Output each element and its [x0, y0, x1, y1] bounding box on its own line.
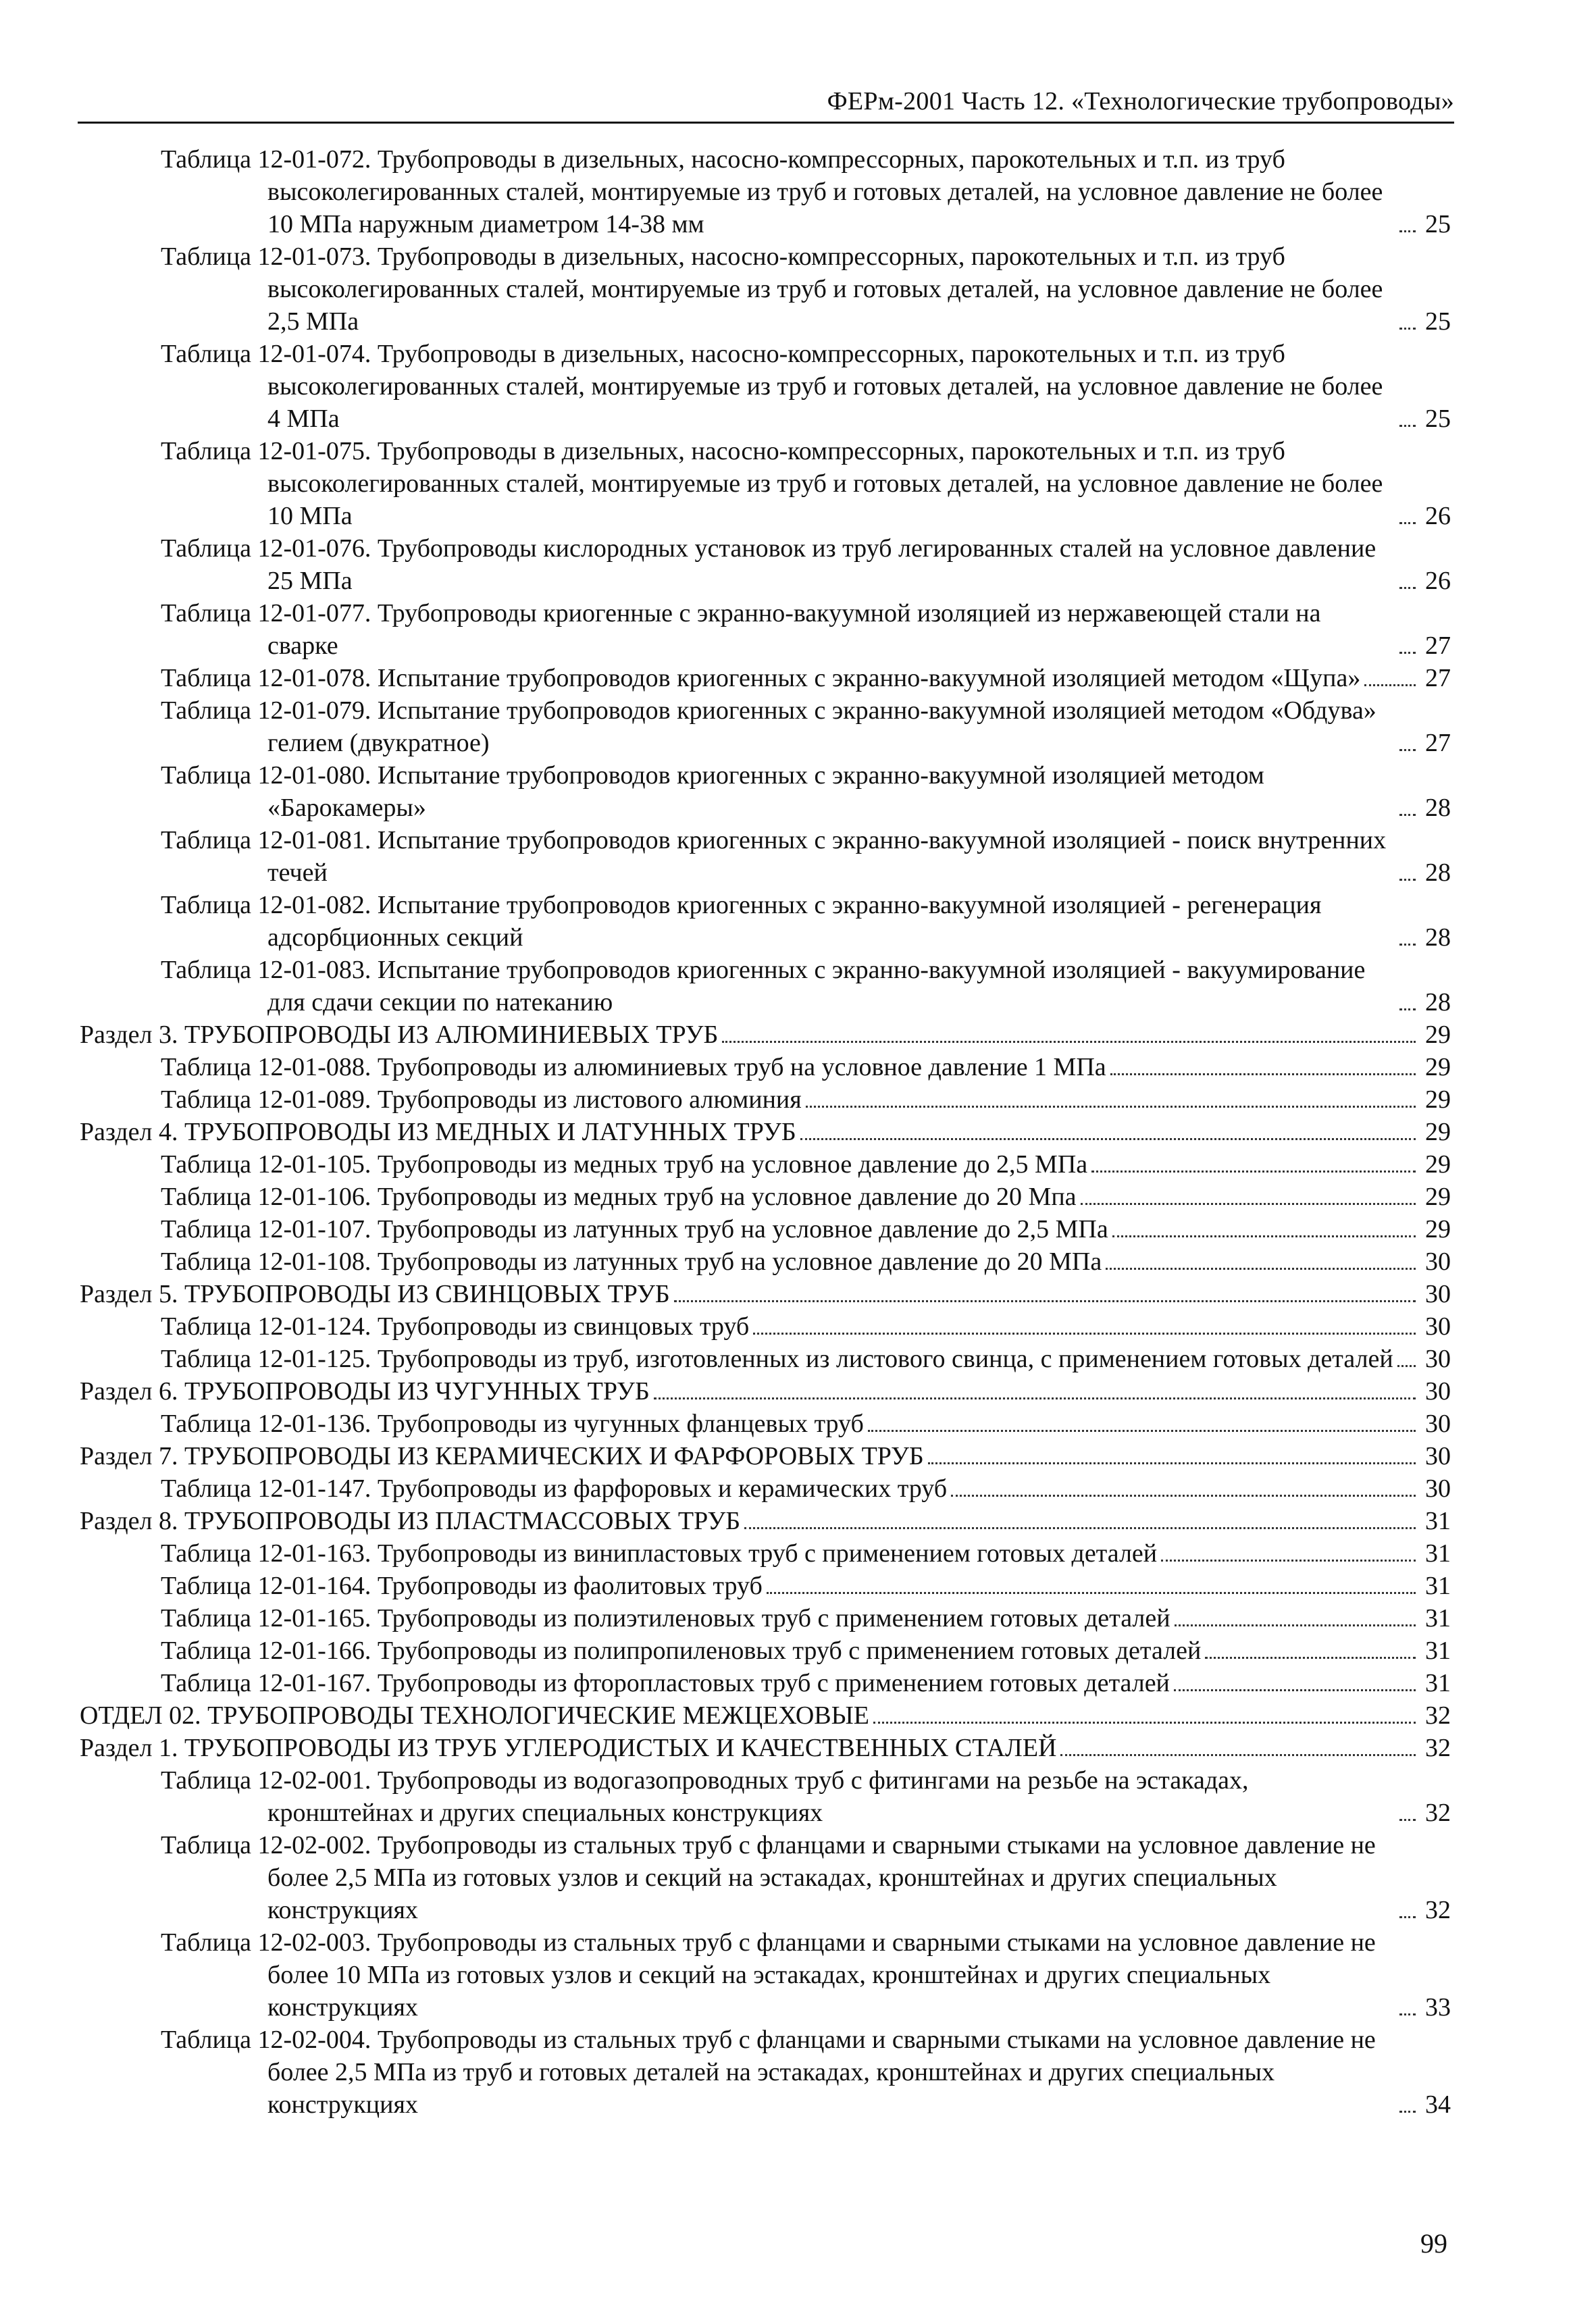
- dot-leader: [928, 1462, 1416, 1464]
- toc-table-entry: [80, 1408, 1451, 1440]
- toc-entry-page: 28: [1425, 923, 1451, 952]
- toc-entry-page: 29: [1425, 1085, 1451, 1114]
- toc-entry-title: Раздел 8. ТРУБОПРОВОДЫ ИЗ ПЛАСТМАССОВЫХ ТРУБ: [80, 1507, 741, 1535]
- toc-table-entry: [80, 694, 1451, 759]
- toc-table-entry: [80, 1083, 1451, 1116]
- dot-leader: [800, 1138, 1416, 1140]
- toc-entry-title: Таблица 12-01-081. Испытание трубопроводов криогенных с экранно-вакуумной изоляцией - поиск внутренних течей: [161, 826, 1387, 887]
- toc-entry-page: 28: [1425, 988, 1451, 1017]
- dot-leader: [1399, 814, 1416, 816]
- toc-section-entry: [80, 1440, 1451, 1472]
- toc-entry-title: Таблица 12-01-166. Трубопроводы из полипропиленовых труб с применением готовых деталей: [161, 1637, 1202, 1665]
- dot-leader: [1399, 328, 1416, 330]
- dot-leader: [1175, 1624, 1416, 1626]
- toc-entry-title: Таблица 12-01-164. Трубопроводы из фаолитовых труб: [161, 1572, 763, 1600]
- toc-table-entry: [80, 824, 1451, 889]
- toc-entry-page: 30: [1425, 1474, 1451, 1503]
- toc-table-entry: [80, 532, 1451, 597]
- dot-leader: [1110, 1073, 1416, 1075]
- dot-leader: [1399, 522, 1416, 524]
- dot-leader: [806, 1106, 1416, 1108]
- dot-leader: [1060, 1754, 1416, 1756]
- toc-entry-page: 31: [1425, 1669, 1451, 1697]
- toc-entry-page: 30: [1425, 1312, 1451, 1341]
- toc-entry-page: 31: [1425, 1637, 1451, 1665]
- dot-leader: [753, 1333, 1416, 1335]
- toc-entry-page: 26: [1425, 567, 1451, 595]
- dot-leader: [951, 1495, 1416, 1497]
- toc-table-entry: [80, 1570, 1451, 1602]
- toc-entry-title: Таблица 12-01-107. Трубопроводы из латунных труб на условное давление до 2,5 МПа: [161, 1215, 1108, 1243]
- dot-leader: [1091, 1171, 1416, 1173]
- toc-table-entry: [80, 662, 1451, 694]
- toc-entry-title: Раздел 3. ТРУБОПРОВОДЫ ИЗ АЛЮМИНИЕВЫХ ТРУБ: [80, 1021, 719, 1049]
- toc-entry-title: Таблица 12-02-001. Трубопроводы из водогазопроводных труб с фитингами на резьбе на эстакадах, кронштейнах и других специальных конструкциях: [161, 1766, 1249, 1827]
- toc-table-entry: [80, 1051, 1451, 1083]
- toc-entry-page: 29: [1425, 1053, 1451, 1081]
- toc-entry-page: 30: [1425, 1248, 1451, 1276]
- toc-entry-title: Таблица 12-01-075. Трубопроводы в дизельных, насосно-компрессорных, парокотельных и т.п. из труб высоколегированных сталей, монтируемые из труб и готовых деталей, на условное давление не более 10 МПа: [161, 437, 1383, 530]
- dot-leader: [1399, 1916, 1416, 1918]
- toc-entry-title: Раздел 4. ТРУБОПРОВОДЫ ИЗ МЕДНЫХ И ЛАТУННЫХ ТРУБ: [80, 1118, 796, 1146]
- toc-entry-page: 30: [1425, 1442, 1451, 1470]
- toc-entry-title: Раздел 5. ТРУБОПРОВОДЫ ИЗ СВИНЦОВЫХ ТРУБ: [80, 1280, 670, 1308]
- toc-table-entry: [80, 1537, 1451, 1570]
- toc-table-entry: [80, 1602, 1451, 1635]
- toc-entry-title: Таблица 12-01-125. Трубопроводы из труб, изготовленных из листового свинца, с применением готовых деталей: [161, 1345, 1393, 1373]
- toc-table-entry: [80, 435, 1451, 532]
- dot-leader: [1399, 1008, 1416, 1010]
- toc-table-entry: [80, 597, 1451, 662]
- toc-table-entry: [80, 338, 1451, 435]
- dot-leader: [1399, 652, 1416, 654]
- toc-table-entry: [80, 1764, 1451, 1829]
- toc-section-entry: [80, 1116, 1451, 1148]
- toc-entry-title: Таблица 12-01-077. Трубопроводы криогенные с экранно-вакуумной изоляцией из нержавеющей стали на сварке: [161, 599, 1321, 660]
- toc-table-entry: [80, 1926, 1451, 2024]
- toc-entry-page: 29: [1425, 1150, 1451, 1179]
- toc-entry-page: 26: [1425, 502, 1451, 530]
- toc-table-entry: [80, 240, 1451, 338]
- dot-leader: [1161, 1560, 1416, 1562]
- toc-table-entry: [80, 1472, 1451, 1505]
- toc-table-entry: [80, 1148, 1451, 1181]
- dot-leader: [1081, 1203, 1416, 1205]
- toc-entry-title: Таблица 12-01-072. Трубопроводы в дизельных, насосно-компрессорных, парокотельных и т.п. из труб высоколегированных сталей, монтируемые из труб и готовых деталей, на условное давление не более 10 МПа наружным диаметром 14-38 мм: [161, 145, 1383, 238]
- toc-entry-title: Таблица 12-02-003. Трубопроводы из стальных труб с фланцами и сварными стыками на условное давление не более 10 МПа из готовых узлов и секций на эстакадах, кронштейнах и других специальных конструкциях: [161, 1928, 1376, 2022]
- toc-entry-title: Таблица 12-01-073. Трубопроводы в дизельных, насосно-компрессорных, парокотельных и т.п. из труб высоколегированных сталей, монтируемые из труб и готовых деталей, на условное давление не более 2,5 МПа: [161, 242, 1383, 336]
- toc-entry-page: 31: [1425, 1604, 1451, 1632]
- toc-entry-page: 34: [1425, 2090, 1451, 2119]
- toc-entry-page: 25: [1425, 210, 1451, 238]
- toc-entry-page: 28: [1425, 858, 1451, 887]
- dot-leader: [1397, 1365, 1416, 1367]
- toc-entry-title: ОТДЕЛ 02. ТРУБОПРОВОДЫ ТЕХНОЛОГИЧЕСКИЕ МЕЖЦЕХОВЫЕ: [80, 1701, 870, 1730]
- toc-entry-page: 30: [1425, 1410, 1451, 1438]
- toc-table-entry: [80, 954, 1451, 1019]
- toc-entry-title: Таблица 12-01-078. Испытание трубопроводов криогенных с экранно-вакуумной изоляцией методом «Щупа»: [161, 664, 1361, 692]
- toc-entry-title: Таблица 12-01-147. Трубопроводы из фарфоровых и керамических труб: [161, 1474, 948, 1503]
- toc-entry-title: Таблица 12-01-106. Трубопроводы из медных труб на условное давление до 20 Мпа: [161, 1183, 1077, 1211]
- toc-table-entry: [80, 1829, 1451, 1926]
- toc-entry-page: 29: [1425, 1215, 1451, 1243]
- toc-section-entry: [80, 1375, 1451, 1408]
- toc-table-entry: [80, 1667, 1451, 1699]
- toc-entry-page: 33: [1425, 1993, 1451, 2022]
- toc-entry-page: 30: [1425, 1345, 1451, 1373]
- dot-leader: [722, 1041, 1416, 1043]
- toc-table-entry: [80, 1310, 1451, 1343]
- toc-table-entry: [80, 1635, 1451, 1667]
- dot-leader: [1205, 1657, 1416, 1659]
- toc-entry-title: Таблица 12-02-004. Трубопроводы из стальных труб с фланцами и сварными стыками на условное давление не более 2,5 МПа из труб и готовых деталей на эстакадах, кронштейнах и других специальных конструкциях: [161, 2026, 1376, 2119]
- toc-entry-page: 28: [1425, 794, 1451, 822]
- toc-entry-title: Таблица 12-01-163. Трубопроводы из винипластовых труб с применением готовых деталей: [161, 1539, 1158, 1568]
- dot-leader: [1399, 2111, 1416, 2113]
- toc-entry-page: 27: [1425, 632, 1451, 660]
- dot-leader: [767, 1592, 1416, 1594]
- table-of-contents: [80, 143, 1451, 2121]
- toc-entry-title: Раздел 1. ТРУБОПРОВОДЫ ИЗ ТРУБ УГЛЕРОДИСТЫХ И КАЧЕСТВЕННЫХ СТАЛЕЙ: [80, 1734, 1057, 1762]
- dot-leader: [744, 1527, 1416, 1529]
- toc-section-entry: [80, 1732, 1451, 1764]
- dot-leader: [1399, 2013, 1416, 2015]
- toc-entry-page: 32: [1425, 1896, 1451, 1924]
- toc-entry-title: Таблица 12-01-089. Трубопроводы из листового алюминия: [161, 1085, 802, 1114]
- toc-entry-page: 25: [1425, 307, 1451, 336]
- toc-entry-page: 32: [1425, 1734, 1451, 1762]
- toc-entry-title: Таблица 12-01-082. Испытание трубопроводов криогенных с экранно-вакуумной изоляцией - регенерация адсорбционных секций: [161, 891, 1322, 952]
- toc-entry-title: Таблица 12-01-105. Трубопроводы из медных труб на условное давление до 2,5 МПа: [161, 1150, 1088, 1179]
- toc-entry-title: Таблица 12-02-002. Трубопроводы из стальных труб с фланцами и сварными стыками на условное давление не более 2,5 МПа из готовых узлов и секций на эстакадах, кронштейнах и других специальных конструкциях: [161, 1831, 1376, 1924]
- toc-table-entry: [80, 889, 1451, 954]
- toc-entry-page: 27: [1425, 664, 1451, 692]
- dot-leader: [1399, 879, 1416, 881]
- toc-table-entry: [80, 143, 1451, 240]
- dot-leader: [654, 1397, 1416, 1399]
- dot-leader: [1106, 1268, 1416, 1270]
- dot-leader: [1399, 587, 1416, 589]
- toc-entry-title: Таблица 12-01-136. Трубопроводы из чугунных фланцевых труб: [161, 1410, 864, 1438]
- toc-section-entry: [80, 1019, 1451, 1051]
- toc-table-entry: [80, 1245, 1451, 1278]
- dot-leader: [868, 1430, 1416, 1432]
- toc-entry-page: 32: [1425, 1799, 1451, 1827]
- toc-entry-page: 31: [1425, 1539, 1451, 1568]
- page-number: 99: [1420, 2228, 1447, 2259]
- dot-leader: [873, 1722, 1416, 1724]
- toc-entry-title: Раздел 7. ТРУБОПРОВОДЫ ИЗ КЕРАМИЧЕСКИХ И ФАРФОРОВЫХ ТРУБ: [80, 1442, 924, 1470]
- toc-entry-page: 31: [1425, 1507, 1451, 1535]
- toc-entry-title: Таблица 12-01-124. Трубопроводы из свинцовых труб: [161, 1312, 750, 1341]
- dot-leader: [674, 1300, 1416, 1302]
- dot-leader: [1399, 749, 1416, 751]
- toc-entry-page: 29: [1425, 1118, 1451, 1146]
- toc-entry-page: 32: [1425, 1701, 1451, 1730]
- toc-entry-page: 27: [1425, 729, 1451, 757]
- running-header: ФЕРм-2001 Часть 12. «Технологические трубопроводы»: [78, 86, 1454, 124]
- toc-entry-page: 30: [1425, 1280, 1451, 1308]
- toc-table-entry: [80, 1213, 1451, 1245]
- toc-entry-title: Таблица 12-01-080. Испытание трубопроводов криогенных с экранно-вакуумной изоляцией методом «Барокамеры»: [161, 761, 1264, 822]
- toc-entry-title: Таблица 12-01-165. Трубопроводы из полиэтиленовых труб с применением готовых деталей: [161, 1604, 1170, 1632]
- toc-entry-page: 25: [1425, 405, 1451, 433]
- dot-leader: [1399, 425, 1416, 427]
- dot-leader: [1399, 1819, 1416, 1821]
- toc-entry-title: Таблица 12-01-083. Испытание трубопроводов криогенных с экранно-вакуумной изоляцией - вакуумирование для сдачи секции по натеканию: [161, 956, 1366, 1017]
- toc-entry-title: Таблица 12-01-079. Испытание трубопроводов криогенных с экранно-вакуумной изоляцией методом «Обдува» гелием (двукратное): [161, 696, 1376, 757]
- toc-entry-title: Таблица 12-01-108. Трубопроводы из латунных труб на условное давление до 20 МПа: [161, 1248, 1102, 1276]
- dot-leader: [1399, 230, 1416, 232]
- toc-section-entry: [80, 1699, 1451, 1732]
- toc-entry-title: Таблица 12-01-074. Трубопроводы в дизельных, насосно-компрессорных, парокотельных и т.п. из труб высоколегированных сталей, монтируемые из труб и готовых деталей, на условное давление не более 4 МПа: [161, 340, 1383, 433]
- toc-section-entry: [80, 1505, 1451, 1537]
- dot-leader: [1399, 944, 1416, 946]
- dot-leader: [1174, 1689, 1416, 1691]
- toc-entry-page: 29: [1425, 1021, 1451, 1049]
- toc-entry-title: Раздел 6. ТРУБОПРОВОДЫ ИЗ ЧУГУННЫХ ТРУБ: [80, 1377, 650, 1406]
- toc-entry-page: 31: [1425, 1572, 1451, 1600]
- toc-entry-page: 29: [1425, 1183, 1451, 1211]
- toc-table-entry: [80, 1181, 1451, 1213]
- toc-table-entry: [80, 759, 1451, 824]
- toc-entry-title: Таблица 12-01-076. Трубопроводы кислородных установок из труб легированных сталей на условное давление 25 МПа: [161, 534, 1376, 595]
- dot-leader: [1364, 684, 1416, 686]
- toc-entry-page: 30: [1425, 1377, 1451, 1406]
- toc-table-entry: [80, 1343, 1451, 1375]
- toc-section-entry: [80, 1278, 1451, 1310]
- toc-entry-title: Таблица 12-01-088. Трубопроводы из алюминиевых труб на условное давление 1 МПа: [161, 1053, 1106, 1081]
- toc-entry-title: Таблица 12-01-167. Трубопроводы из фторопластовых труб с применением готовых деталей: [161, 1669, 1170, 1697]
- toc-table-entry: [80, 2024, 1451, 2121]
- dot-leader: [1112, 1235, 1416, 1237]
